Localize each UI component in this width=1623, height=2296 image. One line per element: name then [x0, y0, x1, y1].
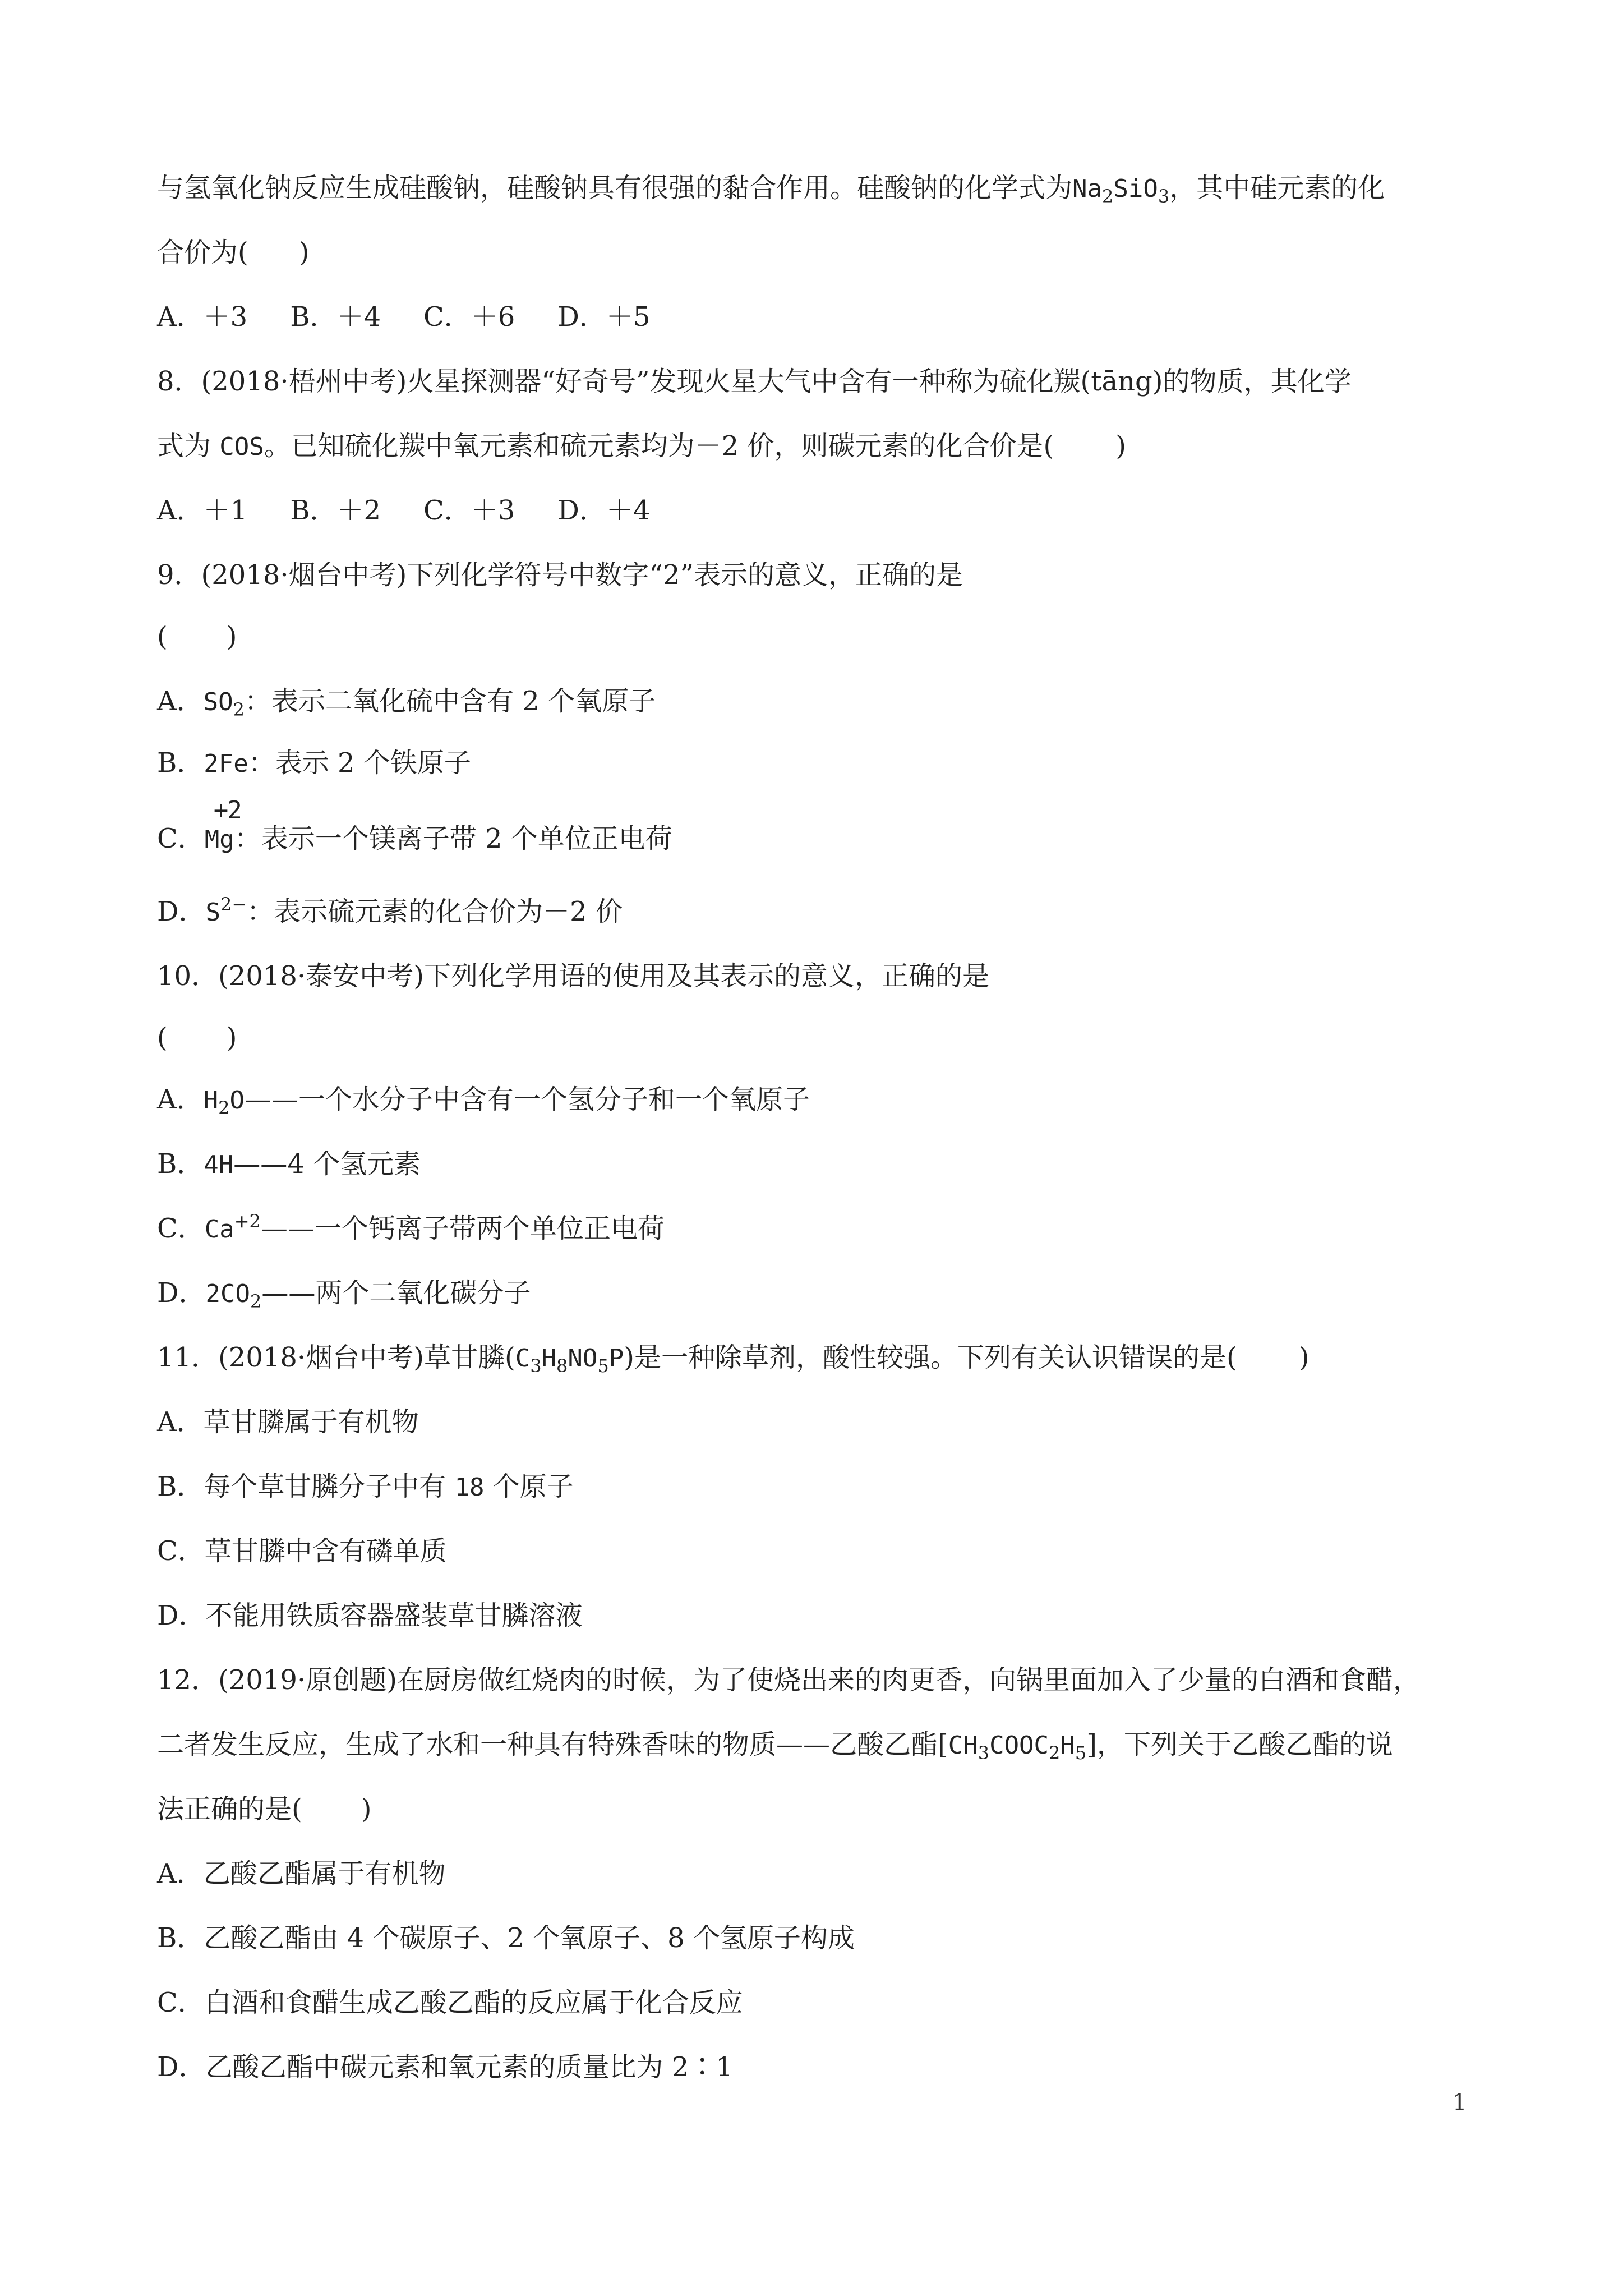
q9-stem: 9．(2018·烟台中考)下列化学符号中数字“2”表示的意义，正确的是 — [157, 559, 963, 591]
q12-option-b: B．乙酸乙酯由 4 个碳原子、2 个氧原子、8 个氢原子构成 — [157, 1922, 855, 1954]
q12-stem-line3 — [157, 1789, 371, 1829]
q7-stem-line2 — [157, 233, 309, 272]
q9-option-c-formula: Mg — [204, 825, 234, 854]
q10-option-d-sub: 2 — [250, 1291, 262, 1312]
q8-answer-close: ) — [1115, 430, 1127, 462]
q7-stem-text-b: ，其中硅元素的化 — [1169, 172, 1385, 204]
q12-f3: H — [1060, 1731, 1075, 1760]
q9-option-b-label: B． — [157, 747, 204, 779]
q7-answer-close: ) — [298, 237, 310, 268]
q10-option-c-label: C． — [157, 1213, 205, 1244]
q9-option-a-text: ：表示二氧化硫中含有 2 个氧原子 — [245, 685, 656, 717]
q12-f2-sub: 2 — [1049, 1742, 1061, 1764]
q7-stem-text-a: 与氢氧化钠反应生成硅酸钠，硅酸钠具有很强的黏合作用。硅酸钠的化学式为 — [157, 172, 1073, 204]
q7-options — [157, 297, 650, 337]
q11-f-h-sub: 8 — [556, 1355, 568, 1377]
q9-answer-paren — [157, 617, 237, 656]
q9-option-a-sub: 2 — [233, 699, 245, 720]
formula-na-sub: 2 — [1102, 186, 1114, 207]
q12-line3-text: 法正确的是( — [157, 1793, 302, 1825]
q11-f-p: P — [608, 1344, 624, 1373]
q10-option-a-sub: 2 — [218, 1097, 230, 1119]
q9-option-b-formula: 2Fe — [204, 749, 248, 778]
q9-option-d-label: D． — [157, 896, 206, 927]
q9-option-c-formula-wrap — [204, 796, 241, 859]
q10-option-d-label: D． — [157, 1277, 206, 1309]
q8-stem-line1: 8．(2018·梧州中考)火星探测器“好奇号”发现火星大气中含有一种称为硫化羰(tāng)的物质，其化学 — [157, 366, 1352, 397]
q11-option-b-text: 个原子 — [484, 1471, 574, 1502]
formula-sio: SiO — [1113, 174, 1158, 203]
q7-option-d: D．＋5 — [557, 301, 651, 333]
q11-option-b-num: 18 — [454, 1473, 485, 1502]
q10-option-c — [157, 1209, 665, 1248]
q9-option-c-text: ：表示一个镁离子带 2 个单位正电荷 — [234, 823, 672, 854]
q12-f1: CH — [948, 1731, 978, 1760]
q9-option-a-formula: SO — [203, 688, 233, 716]
q9-option-d-text: ：表示硫元素的化合价为－2 价 — [247, 896, 623, 927]
q8-line2-b: 。已知硫化羰中氧元素和硫元素均为－2 价，则碳元素的化合价是( — [264, 430, 1054, 462]
q9-option-a — [157, 682, 656, 721]
q12-f1-sub: 3 — [978, 1742, 990, 1764]
q9-option-c-label: C． — [157, 823, 205, 854]
q12-line2-b: ]，下列关于乙酸乙酯的说 — [1086, 1729, 1393, 1760]
q11-option-a: A．草甘膦属于有机物 — [157, 1406, 419, 1438]
q10-option-c-sup: +2 — [234, 1211, 261, 1232]
q8-line2-a: 式为 — [157, 430, 220, 462]
q11-option-b — [157, 1467, 574, 1506]
q12-f2: COOC — [989, 1731, 1049, 1760]
q8-option-c: C．＋3 — [423, 495, 515, 526]
q10-option-d — [157, 1273, 531, 1313]
q11-option-d: D．不能用铁质容器盛装草甘膦溶液 — [157, 1600, 583, 1631]
q8-option-a: A．＋1 — [157, 495, 248, 526]
q11-f-c: C — [515, 1344, 531, 1373]
q11-f-h: H — [541, 1344, 557, 1373]
q10-option-a-formula2: O — [229, 1086, 245, 1115]
q11-f-c-sub: 3 — [530, 1355, 542, 1377]
q9-option-a-label: A． — [157, 685, 204, 717]
q10-option-b-label: B． — [157, 1148, 204, 1180]
q11-option-c: C．草甘膦中含有磷单质 — [157, 1535, 447, 1567]
q10-paren-open: ( — [157, 1022, 168, 1053]
q10-option-c-formula: Ca — [204, 1215, 234, 1244]
q12-answer-close: ) — [361, 1793, 372, 1825]
q9-option-c-valence: +2 — [213, 796, 241, 825]
q10-option-d-formula: 2CO — [205, 1280, 250, 1308]
q12-stem-line1: 12．(2019·原创题)在厨房做红烧肉的时候，为了使烧出来的肉更香，向锅里面加入了少量的白酒和食醋， — [157, 1664, 1420, 1696]
q9-option-d — [157, 892, 623, 931]
q7-option-a: A．＋3 — [157, 301, 248, 333]
q9-paren-open: ( — [157, 621, 168, 652]
q8-stem-line2 — [157, 426, 1126, 466]
q10-option-b — [157, 1144, 421, 1184]
page-number: 1 — [1453, 2090, 1467, 2115]
q10-stem: 10．(2018·泰安中考)下列化学用语的使用及其表示的意义，正确的是 — [157, 960, 989, 992]
q10-paren-close: ) — [226, 1022, 237, 1053]
q10-option-a-formula: H — [203, 1086, 219, 1115]
q9-option-b-text: ：表示 2 个铁原子 — [248, 747, 471, 779]
q12-line2-a: 二者发生反应，生成了水和一种具有特殊香味的物质——乙酸乙酯[ — [157, 1729, 948, 1760]
q11-option-b-label: B．每个草甘膦分子中有 — [157, 1471, 455, 1502]
q12-option-a: A．乙酸乙酯属于有机物 — [157, 1858, 446, 1889]
formula-na: Na — [1072, 174, 1102, 203]
q12-f3-sub: 5 — [1075, 1742, 1087, 1764]
q9-paren-close: ) — [226, 621, 237, 652]
q11-answer-close: ) — [1298, 1342, 1310, 1373]
q9-option-d-formula: S — [205, 898, 220, 927]
q11-stem — [157, 1338, 1309, 1377]
q10-option-b-formula: 4H — [204, 1151, 234, 1179]
q11-stem-a: 11．(2018·烟台中考)草甘膦( — [157, 1342, 515, 1373]
q11-f-no: NO — [568, 1344, 598, 1373]
formula-cos: COS — [219, 432, 264, 461]
q8-options — [157, 491, 650, 530]
q12-option-d: D．乙酸乙酯中碳元素和氧元素的质量比为 2∶1 — [157, 2051, 733, 2083]
q7-stem-line2-text: 合价为( — [157, 237, 248, 268]
q9-option-b — [157, 743, 471, 783]
q12-option-c: C．白酒和食醋生成乙酸乙酯的反应属于化合反应 — [157, 1987, 743, 2018]
q11-stem-b: )是一种除草剂，酸性较强。下列有关认识错误的是( — [624, 1342, 1237, 1373]
q10-option-d-text: ——两个二氧化碳分子 — [261, 1277, 531, 1309]
q7-option-b: B．＋4 — [290, 301, 381, 333]
formula-sio-sub: 3 — [1158, 186, 1170, 207]
q10-answer-paren — [157, 1018, 237, 1057]
q9-option-c — [157, 796, 672, 858]
q7-option-c: C．＋6 — [423, 301, 515, 333]
q10-option-a — [157, 1080, 810, 1119]
q10-option-b-text: ——4 个氢元素 — [233, 1148, 421, 1180]
q8-option-d: D．＋4 — [557, 495, 651, 526]
q11-f-no-sub: 5 — [597, 1355, 609, 1377]
q7-stem-line1 — [157, 168, 1385, 208]
q10-option-a-label: A． — [157, 1084, 204, 1115]
q12-stem-line2 — [157, 1725, 1393, 1764]
q10-option-a-text: ——一个水分子中含有一个氢分子和一个氧原子 — [245, 1084, 810, 1115]
q8-option-b: B．＋2 — [290, 495, 381, 526]
q10-option-c-text: ——一个钙离子带两个单位正电荷 — [260, 1213, 665, 1244]
q9-option-d-sup: 2− — [220, 894, 247, 915]
